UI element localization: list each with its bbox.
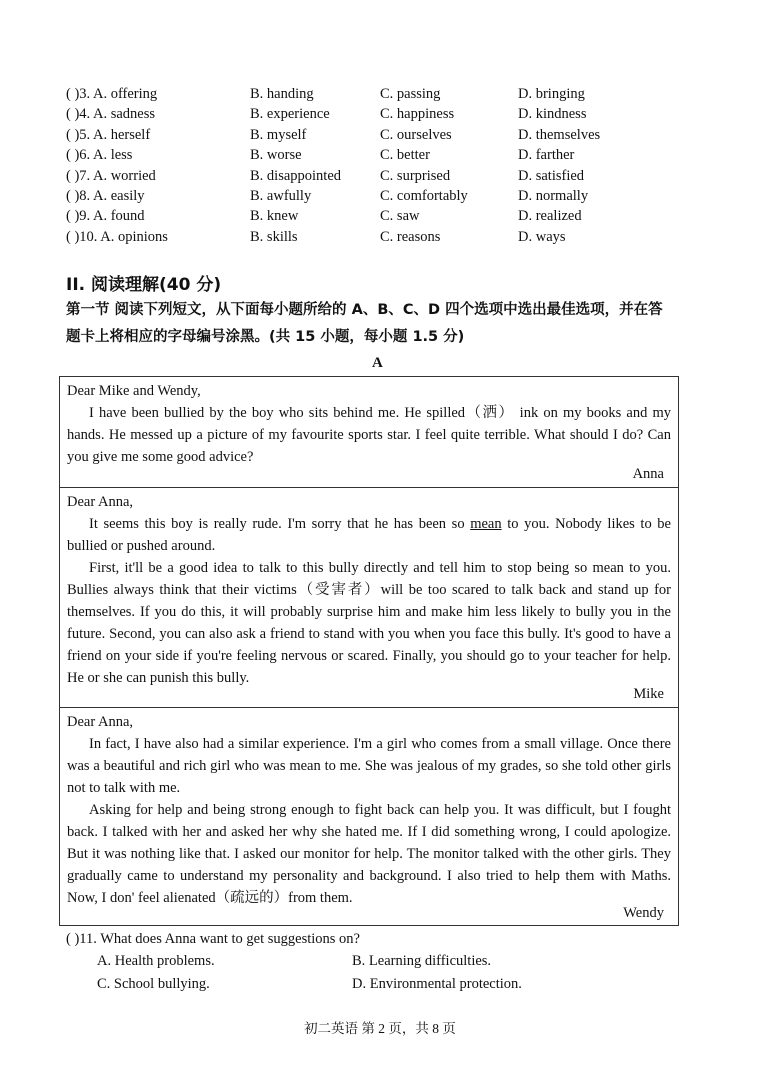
option-c: C. surprised	[380, 168, 451, 184]
page-footer: 初二英语 第 2 页，共 8 页	[304, 1021, 456, 1036]
question-stem: ( )10. A. opinions	[66, 229, 168, 245]
letter-signature: Wendy	[623, 905, 664, 921]
option-d: D. Environmental protection.	[352, 976, 522, 992]
question-stem: ( )6. A. less	[66, 147, 133, 163]
letter-mike	[59, 487, 679, 707]
option-b: B. awfully	[250, 188, 312, 204]
letter-wendy	[59, 707, 679, 926]
question-stem: ( )7. A. worried	[66, 168, 156, 184]
question-stem: ( )5. A. herself	[66, 127, 151, 143]
letter-paragraph: In fact, I have also had a similar experience. I'm a girl who comes from a small village. Once there was a beautiful and rich girl who was mean to me. She was jealous of my grades, so she told other girls not to talk with me.	[67, 736, 671, 796]
option-c: C. ourselves	[380, 127, 452, 143]
letter-paragraph: Asking for help and being strong enough to fight back can help you. It was difficult, but I fought back. I talked with her and asked her why she hated me. If I did something wrong, I could apologize. But it was nothing like that. I asked our monitor for help. The monitor talked with the other girls. They gradually came to understand my personality and background. I also tried to help them with Maths. Now, I don' feel alienated（疏远的）from them.	[67, 802, 671, 906]
option-b: B. disappointed	[250, 168, 342, 184]
text-run: It seems this boy is really rude. I'm sorry that he has been so	[89, 516, 471, 532]
letter-paragraph	[67, 513, 671, 557]
option-c: C. better	[380, 147, 430, 163]
option-c: C. saw	[380, 208, 420, 224]
option-b: B. worse	[250, 147, 302, 163]
letter-salutation: Dear Mike and Wendy,	[67, 383, 201, 399]
option-b: B. skills	[250, 229, 298, 245]
letter-paragraph: I have been bullied by the boy who sits behind me. He spilled（洒） ink on my books and my hands. He messed up a picture of my favourite sports star. I feel quite terrible. What should I do? Can you give me some good advice?	[67, 405, 671, 465]
option-c: C. School bullying.	[97, 976, 210, 992]
question-stem: ( )3. A. offering	[66, 86, 158, 102]
option-b: B. knew	[250, 208, 299, 224]
letter-signature: Anna	[632, 466, 664, 482]
instruction-line: 题卡上将相应的字母编号涂黑。(共 15 小题，每小题 1.5 分)	[66, 329, 465, 345]
option-b: B. Learning difficulties.	[352, 953, 492, 969]
option-a: A. Health problems.	[97, 953, 215, 969]
question-stem: ( )4. A. sadness	[66, 106, 156, 122]
text-run: to you. Nobody likes to be bullied or pushed around.	[67, 516, 671, 554]
letter-salutation: Dear Anna,	[67, 714, 134, 730]
option-c: C. happiness	[380, 106, 455, 122]
option-d: D. realized	[518, 208, 582, 224]
option-d: D. farther	[518, 147, 575, 163]
section-title: II. 阅读理解(40 分)	[66, 275, 222, 295]
question-stem: ( )9. A. found	[66, 208, 145, 224]
letter-anna	[59, 376, 679, 487]
option-d: D. normally	[518, 188, 589, 204]
option-d: D. themselves	[518, 127, 601, 143]
option-d: D. ways	[518, 229, 566, 245]
section-instruction	[66, 297, 706, 351]
option-c: C. reasons	[380, 229, 441, 245]
option-d: D. bringing	[518, 86, 585, 102]
letter-paragraph: First, it'll be a good idea to talk to this bully directly and tell him to stop being so mean to you. Bullies always think that their victims（受害者）will be too scared to talk back and stand up for themselves. If you do this, it will probably surprise him and make him less likely to bully you in the future. Second, you can also ask a friend to stand with you when you face this bully. It's good to have a friend on your side if you're feeling nervous or scared. Finally, you should go to your teacher for help. He or she can punish this bully.	[67, 560, 671, 686]
letter-signature: Mike	[633, 686, 664, 702]
option-c: C. comfortably	[380, 188, 468, 204]
question-stem: ( )8. A. easily	[66, 188, 145, 204]
option-d: D. kindness	[518, 106, 587, 122]
letter-salutation: Dear Anna,	[67, 494, 134, 510]
underlined-word: mean	[470, 516, 502, 532]
option-c: C. passing	[380, 86, 441, 102]
passage-label: A	[372, 355, 383, 371]
option-d: D. satisfied	[518, 168, 585, 184]
option-b: B. experience	[250, 106, 330, 122]
option-b: B. handing	[250, 86, 314, 102]
instruction-line: 第一节 阅读下列短文，从下面每小题所给的 A、B、C、D 四个选项中选出最佳选项，并在答	[66, 302, 663, 318]
question-11-stem: ( )11. What does Anna want to get suggestions on?	[66, 931, 360, 947]
option-b: B. myself	[250, 127, 307, 143]
